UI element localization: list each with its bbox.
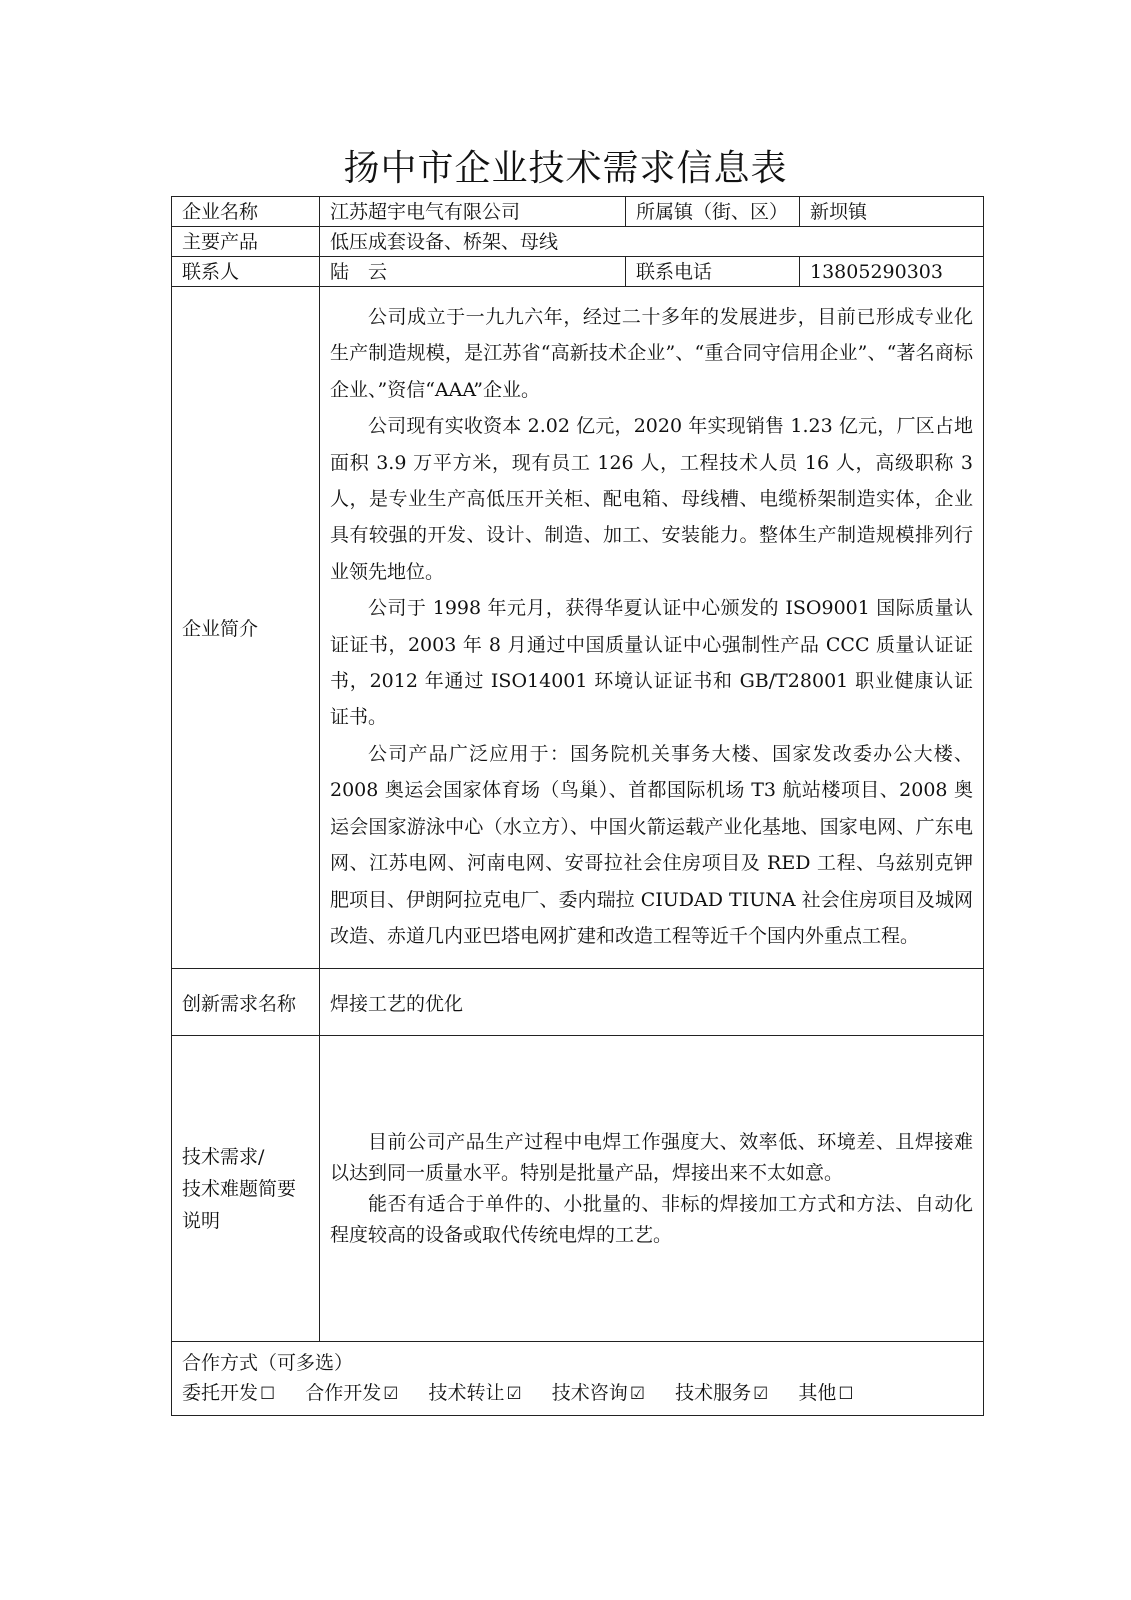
main-product-row (172, 227, 984, 257)
town-label: 所属镇（街、区） (626, 197, 800, 227)
tech-label (172, 1036, 320, 1342)
cooperation-row (172, 1342, 984, 1416)
option-joint-dev[interactable]: 合作开发 ☑ (305, 1382, 399, 1405)
cooperation-label: 合作方式（可多选） (182, 1352, 354, 1375)
intro-content (320, 287, 984, 969)
option-commission-dev[interactable]: 委托开发 ☐ (182, 1382, 276, 1405)
tech-label-line: 技术需求/ (182, 1145, 265, 1168)
contact-row (172, 257, 984, 287)
intro-label: 企业简介 (172, 287, 320, 969)
option-tech-transfer[interactable]: 技术转让 ☑ (428, 1382, 522, 1405)
demand-form-table (171, 196, 984, 1416)
tech-paragraph: 目前公司产品生产过程中电焊工作强度大、效率低、环境差、且焊接难以达到同一质量水平。特别是批量产品，焊接出来不太如意。 (330, 1130, 973, 1184)
phone-label: 联系电话 (626, 257, 800, 287)
option-other[interactable]: 其他 ☐ (798, 1382, 854, 1405)
document-title: 扬中市企业技术需求信息表 (343, 148, 788, 189)
tech-label-line: 说明 (182, 1209, 221, 1232)
need-row (172, 969, 984, 1036)
checked-box-icon: ☑ (383, 1384, 399, 1405)
option-tech-service[interactable]: 技术服务 ☑ (675, 1382, 769, 1405)
tech-content (320, 1036, 984, 1342)
intro-row (172, 287, 984, 969)
checked-box-icon: ☑ (506, 1384, 522, 1405)
checked-box-icon: ☑ (753, 1384, 769, 1405)
tech-row (172, 1036, 984, 1342)
main-product-label: 主要产品 (172, 227, 320, 257)
tech-label-line: 技术难题简要 (182, 1177, 297, 1200)
need-value: 焊接工艺的优化 (320, 969, 984, 1036)
need-label: 创新需求名称 (172, 969, 320, 1036)
checked-box-icon: ☑ (629, 1384, 646, 1405)
company-name-row (172, 197, 984, 227)
unchecked-box-icon: ☐ (838, 1384, 854, 1405)
tech-paragraph: 能否有适合于单件的、小批量的、非标的焊接加工方式和方法、自动化程度较高的设备或取代传统电焊的工艺。 (330, 1192, 973, 1246)
cooperation-cell (172, 1342, 984, 1416)
contact-value: 陆 云 (320, 257, 626, 287)
intro-paragraph: 公司成立于一九九六年，经过二十多年的发展进步，目前已形成专业化生产制造规模，是江苏省“高新技术企业”、“重合同守信用企业”、“著名商标企业、”资信“AAA”企业。 (330, 306, 973, 401)
main-product-value: 低压成套设备、桥架、母线 (320, 227, 984, 257)
intro-paragraph: 公司现有实收资本 2.02 亿元，2020 年实现销售 1.23 亿元，厂区占地面积 3.9 万平方米，现有员工 126 人，工程技术人员 16 人，高级职称 3 人，是专业生产高低压开关柜、配电箱、母线槽、电缆桥架制造实体，企业具有较强的开发、设计、制造、加工、安装能力。整体生产制造规模排列行业领先地位。 (330, 415, 973, 583)
company-name-label: 企业名称 (172, 197, 320, 227)
phone-value: 13805290303 (800, 257, 984, 287)
contact-label: 联系人 (172, 257, 320, 287)
option-tech-consult[interactable]: 技术咨询 ☑ (551, 1382, 646, 1405)
intro-paragraph: 公司产品广泛应用于：国务院机关事务大楼、国家发改委办公大楼、2008 奥运会国家体育场（鸟巢）、首都国际机场 T3 航站楼项目、2008 奥运会国家游泳中心（水立方）、中国火箭运载产业化基地、国家电网、广东电网、江苏电网、河南电网、安哥拉社会住房项目及 RED 工程、乌兹别克钾肥项目、伊朗阿拉克电厂、委内瑞拉 CIUDAD TIUNA 社会住房项目及城网改造、赤道几内亚巴塔电网扩建和改造工程等近千个国内外重点工程。 (330, 742, 973, 947)
intro-paragraph: 公司于 1998 年元月，获得华夏认证中心颁发的 ISO9001 国际质量认证证书，2003 年 8 月通过中国质量认证中心强制性产品 CCC 质量认证证书，2012 年通过 ISO14001 环境认证证书和 GB/T28001 职业健康认证证书。 (330, 597, 973, 729)
company-name-value: 江苏超宇电气有限公司 (320, 197, 626, 227)
unchecked-box-icon: ☐ (260, 1384, 276, 1405)
cooperation-options (182, 1378, 973, 1409)
town-value: 新坝镇 (800, 197, 984, 227)
